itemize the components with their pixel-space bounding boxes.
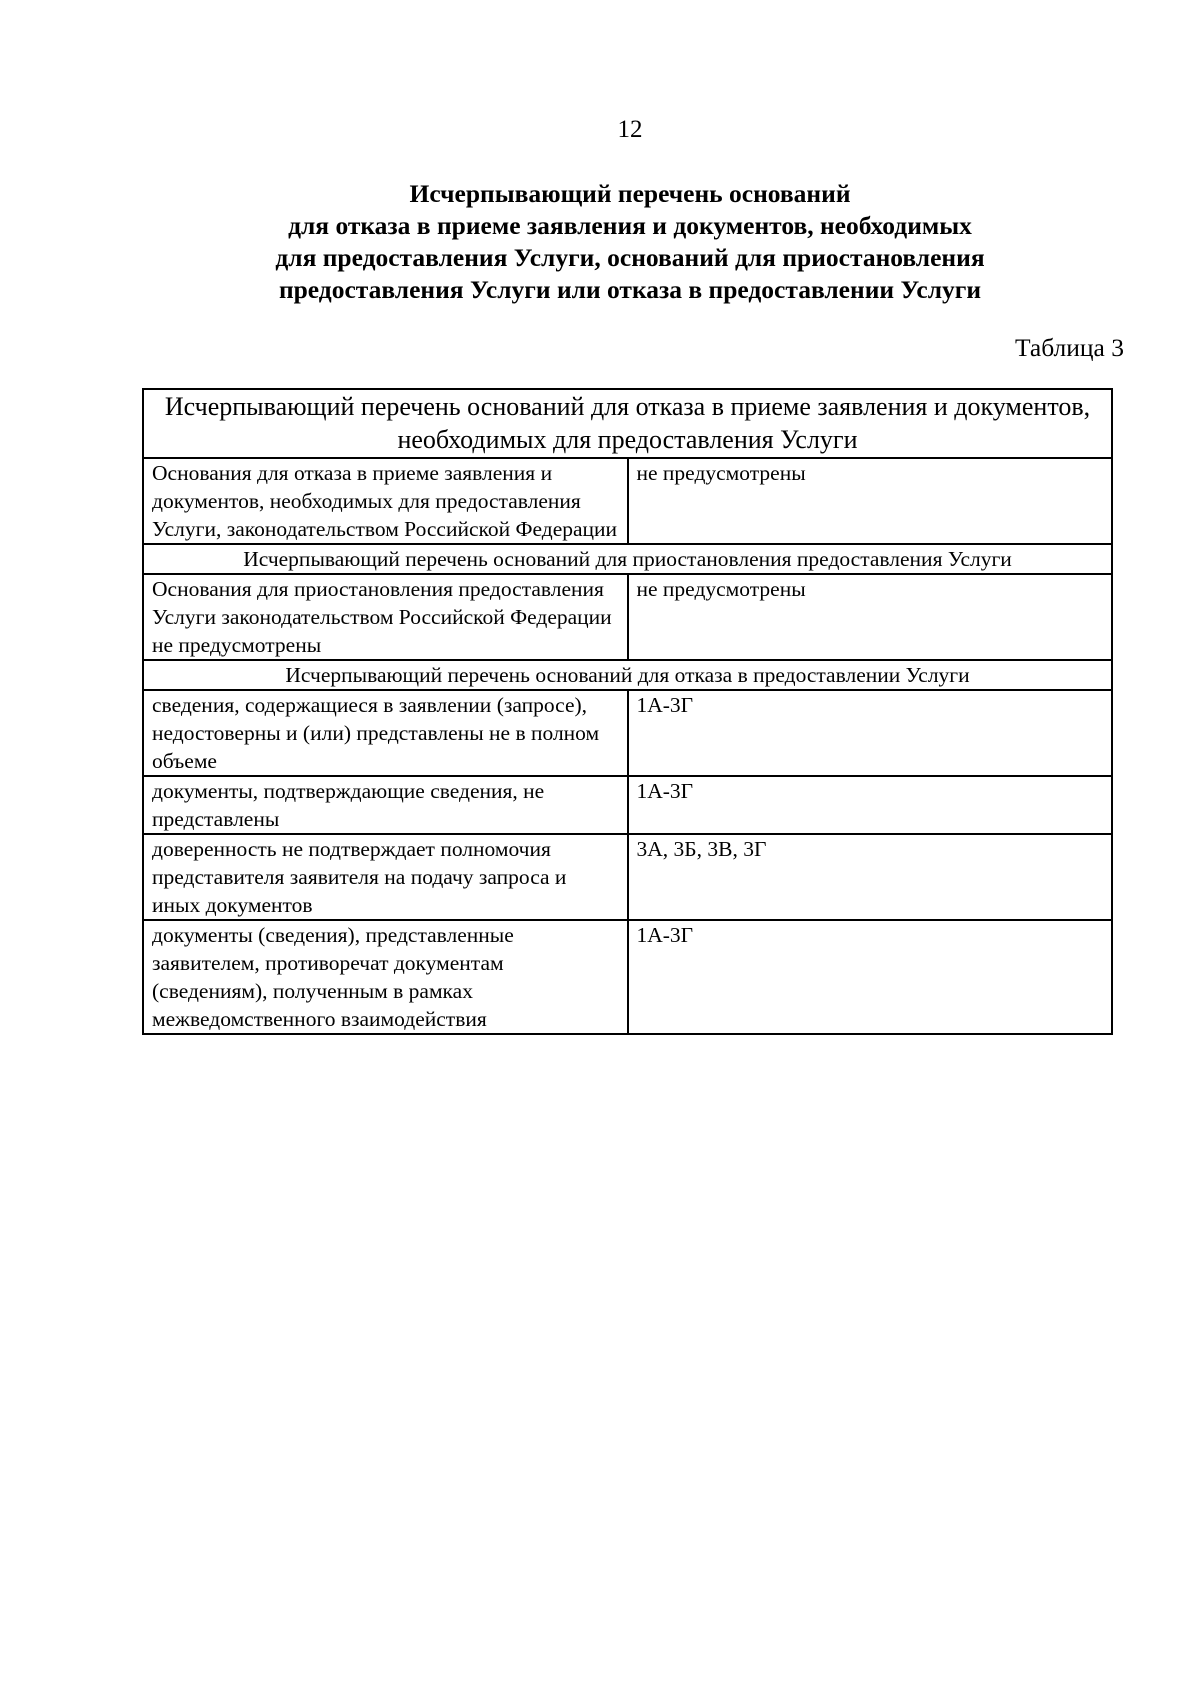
document-heading	[0, 178, 1200, 306]
section-row-refusal-acceptance	[143, 389, 1112, 458]
value-cell: не предусмотрены	[628, 574, 1113, 660]
table-label: Таблица 3	[1014, 333, 1124, 362]
value-cell: не предусмотрены	[628, 458, 1113, 544]
heading-line-2: для отказа в приеме заявления и документов, необходимых	[288, 211, 972, 240]
value-cell: 1А-3Г	[628, 690, 1113, 776]
table-row	[143, 834, 1112, 920]
section-header-refusal-provision: Исчерпывающий перечень оснований для отказа в предоставлении Услуги	[143, 660, 1112, 690]
value-cell: 3А, 3Б, 3В, 3Г	[628, 834, 1113, 920]
heading-line-1: Исчерпывающий перечень оснований	[409, 179, 851, 208]
ground-cell: документы (сведения), представленные заявителем, противоречат документам (сведениям), полученным в рамках межведомственного взаимодействия	[143, 920, 628, 1034]
heading-line-4: предоставления Услуги или отказа в предоставлении Услуги	[278, 275, 982, 304]
value-cell: 1А-3Г	[628, 776, 1113, 834]
section-header-refusal-acceptance: Исчерпывающий перечень оснований для отказа в приеме заявления и документов, необходимых для предоставления Услуги	[143, 389, 1112, 458]
ground-cell: документы, подтверждающие сведения, не представлены	[143, 776, 628, 834]
grounds-table	[142, 388, 1113, 1035]
table-row	[143, 920, 1112, 1034]
page-number: 12	[617, 116, 643, 143]
value-cell: 1А-3Г	[628, 920, 1113, 1034]
ground-cell: Основания для приостановления предоставления Услуги законодательством Российской Федерации не предусмотрены	[143, 574, 628, 660]
table-row	[143, 458, 1112, 544]
ground-cell: доверенность не подтверждает полномочия представителя заявителя на подачу запроса и иных документов	[143, 834, 628, 920]
table-row	[143, 776, 1112, 834]
ground-cell: сведения, содержащиеся в заявлении (запросе), недостоверны и (или) представлены не в полном объеме	[143, 690, 628, 776]
section-row-refusal-provision	[143, 660, 1112, 690]
ground-cell: Основания для отказа в приеме заявления и документов, необходимых для предоставления Услуги, законодательством Российской Федерации	[143, 458, 628, 544]
heading-line-3: для предоставления Услуги, оснований для приостановления	[275, 243, 985, 272]
table-row	[143, 574, 1112, 660]
section-header-suspension: Исчерпывающий перечень оснований для приостановления предоставления Услуги	[143, 544, 1112, 574]
section-row-suspension	[143, 544, 1112, 574]
table-row	[143, 690, 1112, 776]
